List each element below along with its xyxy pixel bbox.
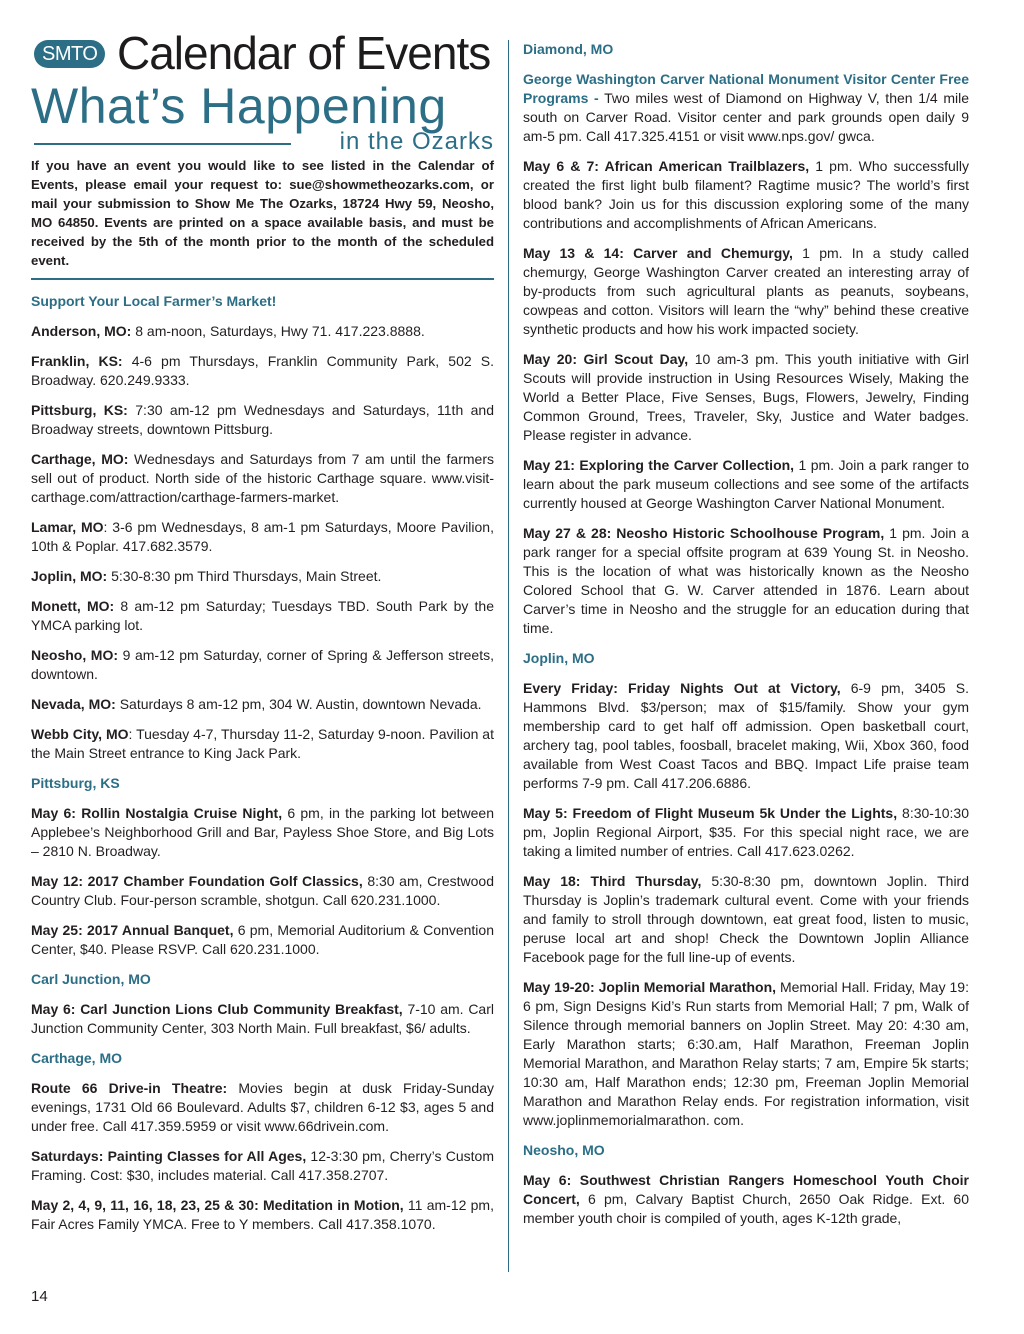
entry-title: Neosho, MO: <box>31 647 119 663</box>
entry-title: Nevada, MO: <box>31 696 116 712</box>
entry-title: Joplin, MO: <box>31 568 108 584</box>
entry-title: Monett, MO: <box>31 598 115 614</box>
joplin-list <box>523 679 969 1130</box>
event-entry <box>31 597 494 635</box>
entry-title: Route 66 Drive-in Theatre: <box>31 1080 228 1096</box>
event-entry <box>31 646 494 684</box>
smto-badge: SMTO <box>34 40 105 68</box>
carl-junction-heading: Carl Junction, MO <box>31 971 151 987</box>
entry-text: Memorial Hall. Friday, May 19: 6 pm, Sign Designs Kid’s Run starts from Memorial Hall; 7 pm, Walk of Silence through memorial banners on Joplin Street. May 20: 4:30 am, Early Marathon starts; 6:30.am, Half Marathon, Freeman Joplin Memorial Marathon, and Marathon Relay starts; 7 am, Empire 5k starts; 10:30 am, Half Marathon ends; 12:30 pm, Freeman Joplin Memorial Marathon and Marathon Relay ends. For registration information, visit www.joplinmemorialmarathon. com. <box>523 979 969 1128</box>
entry-title: Saturdays: Painting Classes for All Ages, <box>31 1148 307 1164</box>
entry-text: 8 am-noon, Saturdays, Hwy 71. 417.223.8888. <box>131 323 425 339</box>
pittsburg-list <box>31 804 494 959</box>
entry-text: 5:30-8:30 pm, downtown Joplin. Third Thursday is Joplin’s trademark cultural event. Come with your friends and family to stroll through downtown, eat great food, listen to music, peruse local art and shop! Check the Downtown Joplin Alliance Facebook page for the full line-up of events. <box>523 873 969 965</box>
entry-text: 11 am-12 pm, Fair Acres Family YMCA. Free to Y members. Call 417.358.1070. <box>31 1197 494 1232</box>
carthage-list <box>31 1079 494 1234</box>
event-entry <box>523 350 969 445</box>
entry-title: Every Friday: Friday Nights Out at Victory, <box>523 680 841 696</box>
entry-title: Anderson, MO: <box>31 323 132 339</box>
entry-text: 8:30-10:30 pm, Joplin Regional Airport, $35. For this special night race, we are taking a limited number of entries. Call 417.623.0262. <box>523 805 969 859</box>
event-entry <box>31 872 494 910</box>
carthage-heading: Carthage, MO <box>31 1050 123 1066</box>
intro-rule <box>31 278 494 280</box>
entry-text: 6 pm, Memorial Auditorium & Convention Center, $40. Please RSVP. Call 620.231.1000. <box>31 922 494 957</box>
entry-title: May 19-20: Joplin Memorial Marathon, <box>523 979 777 995</box>
entry-title: May 21: Exploring the Carver Collection, <box>523 457 795 473</box>
pittsburg-heading: Pittsburg, KS <box>31 775 120 791</box>
entry-text: 10 am-3 pm. This youth initiative with Girl Scouts will provide instruction in Using Resources Wisely, Making the World a Better Place, Five Senses, Bugs, Flowers, Jewelry, Finding Common Ground, Trees, Traveler, Sky, Justice and Water badges. Please register in advance. <box>523 351 969 443</box>
left-column <box>31 0 494 1245</box>
entry-title: Pittsburg, KS: <box>31 402 128 418</box>
entry-title: Lamar, MO <box>31 519 104 535</box>
entry-title: May 27 & 28: Neosho Historic Schoolhouse Program, <box>523 525 885 541</box>
farmers-market-heading: Support Your Local Farmer’s Market! <box>31 293 277 309</box>
event-entry <box>31 322 494 341</box>
entry-text: 4-6 pm Thursdays, Franklin Community Park, 502 S. Broadway. 620.249.9333. <box>31 353 494 388</box>
entry-title: May 20: Girl Scout Day, <box>523 351 689 367</box>
right-column <box>523 40 969 1239</box>
entry-text: 1 pm. Who successfully created the first light bulb filament? Ragtime music? The world’s first blood bank? Join us for this discussion exploring some of the many contributions and accomplishments of African Americans. <box>523 158 969 231</box>
entry-title: May 12: 2017 Chamber Foundation Golf Classics, <box>31 873 363 889</box>
entry-title: May 6 & 7: African American Trailblazers, <box>523 158 810 174</box>
entry-text: Wednesdays and Saturdays from 7 am until the farmers sell out of product. North side of the historic Carthage square. www.visit-carthage.com/attraction/carthage-farmers-market. <box>31 451 494 505</box>
entry-text: 6 pm, Calvary Baptist Church, 2650 Oak Ridge. Ext. 60 member youth choir is compiled of youth, ages K-12th grade, <box>523 1191 969 1226</box>
event-entry <box>31 450 494 507</box>
tagline: in the Ozarks <box>339 128 494 155</box>
masthead <box>31 0 494 172</box>
event-entry <box>31 567 494 586</box>
event-entry <box>31 804 494 861</box>
event-entry <box>523 679 969 793</box>
event-entry <box>31 1147 494 1185</box>
entry-text: 12-3:30 pm, Cherry’s Custom Framing. Cost: $30, includes material. Call 417.358.2707. <box>31 1148 494 1183</box>
neosho-list <box>523 1171 969 1228</box>
diamond-heading: Diamond, MO <box>523 41 614 57</box>
event-entry <box>523 1171 969 1228</box>
event-entry <box>31 518 494 556</box>
carl-junction-list <box>31 1000 494 1038</box>
column-divider <box>508 40 509 1272</box>
entry-text: 9 am-12 pm Saturday, corner of Spring & Jefferson streets, downtown. <box>31 647 494 682</box>
entry-title: May 13 & 14: Carver and Chemurgy, <box>523 245 793 261</box>
diamond-list <box>523 157 969 638</box>
entry-text: 6 pm, in the parking lot between Applebee’s Neighborhood Grill and Bar, Payless Shoe Store, and Big Lots – 2810 N. Broadway. <box>31 805 494 859</box>
event-entry <box>31 352 494 390</box>
event-entry <box>31 401 494 439</box>
intro-text: If you have an event you would like to see listed in the Calendar of Events, please email your request to: sue@showmetheozarks.com, or mail your submission to Show Me The Ozarks, 18724 Hwy 59, Neosho, MO 64850. Events are printed on a space available basis, and must be received by the 5th of the month prior to the month of the scheduled event. <box>31 158 494 268</box>
event-entry <box>31 921 494 959</box>
whats-happening-title: What’s Happening <box>31 78 447 134</box>
joplin-heading: Joplin, MO <box>523 650 595 666</box>
entry-title: Webb City, MO <box>31 726 129 742</box>
entry-title: May 6: Southwest Christian Rangers Homeschool Youth Choir Concert, <box>523 1172 969 1207</box>
event-entry <box>523 456 969 513</box>
neosho-heading: Neosho, MO <box>523 1142 605 1158</box>
farmers-market-list <box>31 322 494 763</box>
entry-title: May 18: Third Thursday, <box>523 873 702 889</box>
event-entry <box>31 695 494 714</box>
entry-text: 7-10 am. Carl Junction Community Center, 303 North Main. Full breakfast, $6/ adults. <box>31 1001 494 1036</box>
event-entry <box>31 725 494 763</box>
event-entry <box>31 1196 494 1234</box>
event-entry <box>31 1000 494 1038</box>
entry-text: 1 pm. Join a park ranger for a special offsite program at 639 Young St. in Neosho. This is the location of what was historically known as the Neosho Colored School that G. W. Carver attended in 1876. Learn about Carver’s time in Neosho and the struggle for an education during that time. <box>523 525 969 636</box>
entry-title: May 25: 2017 Annual Banquet, <box>31 922 234 938</box>
event-entry <box>523 524 969 638</box>
entry-text: 1 pm. Join a park ranger to learn about the park museum collections and see some of the artifacts currently housed at George Washington Carver National Monument. <box>523 457 969 511</box>
entry-title: May 6: Rollin Nostalgia Cruise Night, <box>31 805 283 821</box>
entry-text: 7:30 am-12 pm Wednesdays and Saturdays, 11th and Broadway streets, downtown Pittsburg. <box>31 402 494 437</box>
event-entry <box>523 244 969 339</box>
entry-text: 1 pm. In a study called chemurgy, George Washington Carver created an interesting array of by-products from such agricultural plants as peanuts, soybeans, cowpeas and cotton. Visitors will learn the “why” behind these creative synthetic products and how his work impacted society. <box>523 245 969 337</box>
entry-title: May 6: Carl Junction Lions Club Community Breakfast, <box>31 1001 403 1017</box>
event-entry <box>31 1079 494 1136</box>
entry-title: George Washington Carver National Monument Visitor Center Free Programs - <box>523 71 969 106</box>
entry-text: 6-9 pm, 3405 S. Hammons Blvd. $3/person; max of $15/family. Show your gym membership card to get half off admission. Open basketball court, archery tag, pool tables, foosball, bracelet making, Wii, Xbox 360, food available from West Coast Tacos and BBQ. Impact Life praise team performs 7-9 pm. Call 417.206.6886. <box>523 680 969 791</box>
entry-text: : 3-6 pm Wednesdays, 8 am-1 pm Saturdays, Moore Pavilion, 10th & Poplar. 417.682.3579. <box>31 519 494 554</box>
entry-title: Carthage, MO: <box>31 451 129 467</box>
event-entry <box>523 978 969 1130</box>
event-entry <box>523 804 969 861</box>
entry-text: Saturdays 8 am-12 pm, 304 W. Austin, downtown Nevada. <box>115 696 482 712</box>
entry-title: Franklin, KS: <box>31 353 123 369</box>
event-entry <box>523 157 969 233</box>
page-number: 14 <box>31 1288 48 1305</box>
entry-text: : Tuesday 4-7, Thursday 11-2, Saturday 9-noon. Pavilion at the Main Street entrance to King Jack Park. <box>31 726 494 761</box>
diamond-lead-entry <box>523 70 969 146</box>
entry-text: Movies begin at dusk Friday-Sunday evenings, 1731 Old 66 Boulevard. Adults $7, children 6-12 $3, ages 5 and under free. Call 417.359.5959 or visit www.66drivein.com. <box>31 1080 495 1134</box>
entry-text: Two miles west of Diamond on Highway V, then 1/4 mile south on Carver Road. Visitor center and park grounds open daily 9 am-5 pm. Call 417.325.4151 or visit www.nps.gov/ gwca. <box>523 90 969 144</box>
entry-title: May 5: Freedom of Flight Museum 5k Under the Lights, <box>523 805 898 821</box>
tagline-rule <box>34 143 291 145</box>
entry-text: 8 am-12 pm Saturday; Tuesdays TBD. South Park by the YMCA parking lot. <box>31 598 495 633</box>
event-entry <box>523 872 969 967</box>
entry-title: May 2, 4, 9, 11, 16, 18, 23, 25 & 30: Meditation in Motion, <box>31 1197 404 1213</box>
calendar-title: Calendar of Events <box>117 27 491 79</box>
entry-text: 5:30-8:30 pm Third Thursdays, Main Street. <box>107 568 382 584</box>
entry-text: 8:30 am, Crestwood Country Club. Four-person scramble, shotgun. Call 620.231.1000. <box>31 873 495 908</box>
